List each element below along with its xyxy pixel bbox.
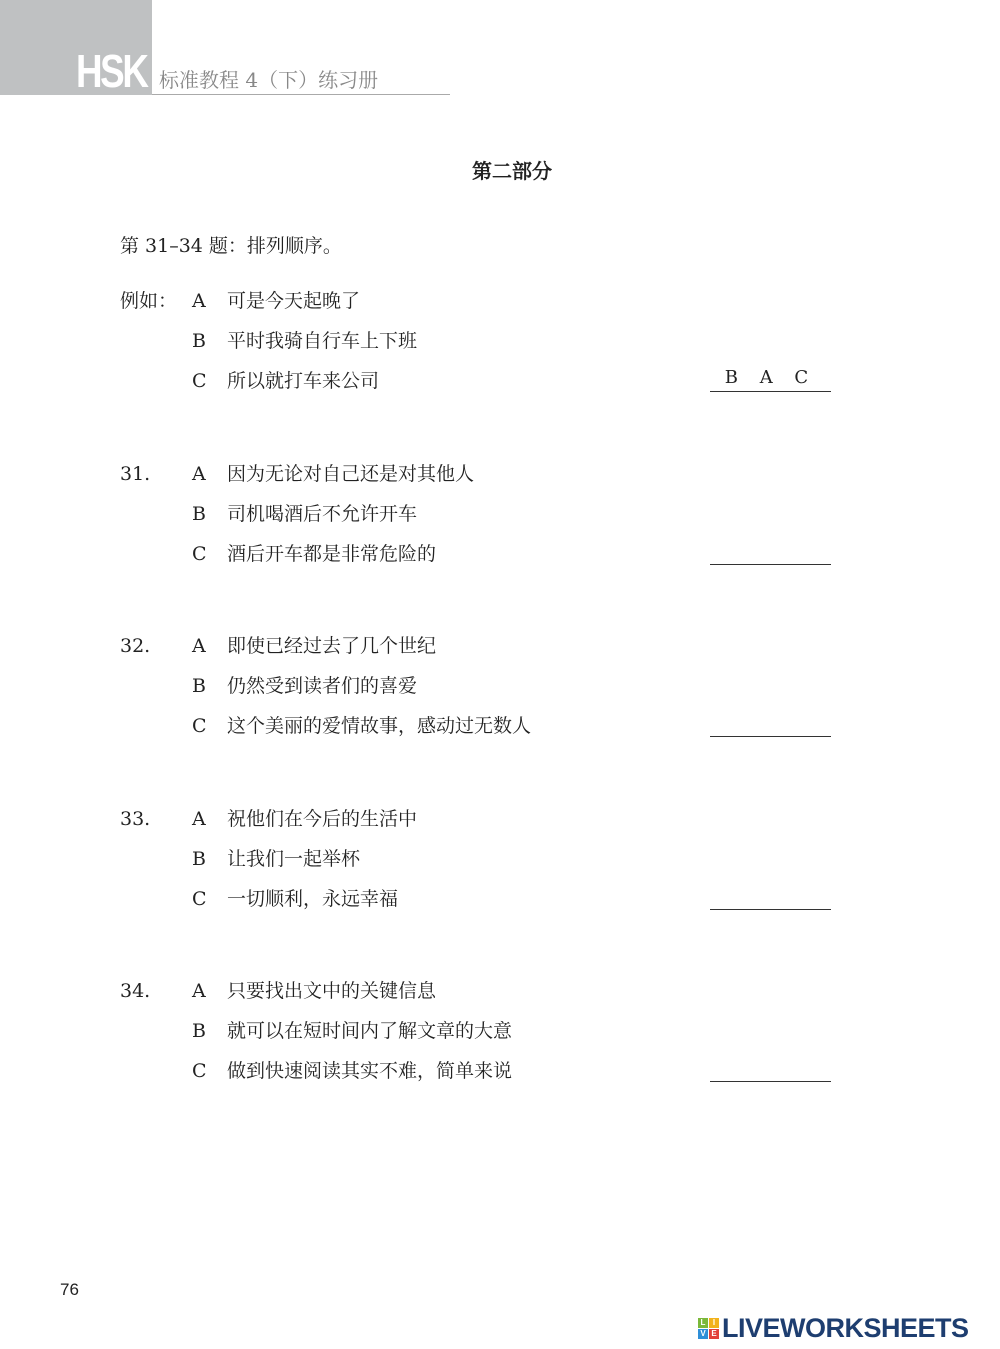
option-text: 只要找出文中的关键信息 bbox=[227, 979, 437, 1002]
option-letter: C bbox=[192, 543, 207, 565]
option-text: 就可以在短时间内了解文章的大意 bbox=[227, 1019, 513, 1042]
option-row bbox=[0, 329, 1000, 353]
answer-blank[interactable] bbox=[710, 540, 831, 565]
option-row bbox=[0, 1059, 1000, 1083]
option-row bbox=[0, 847, 1000, 871]
option-text: 一切顺利，永远幸福 bbox=[227, 887, 399, 910]
option-letter: A bbox=[192, 807, 206, 830]
option-letter: A bbox=[192, 635, 206, 658]
live-badge-icon bbox=[698, 1318, 719, 1339]
option-row bbox=[0, 369, 1000, 393]
badge-letter: L bbox=[698, 1318, 708, 1328]
option-row bbox=[0, 289, 1000, 313]
badge-letter: E bbox=[709, 1329, 719, 1339]
option-row bbox=[0, 807, 1000, 831]
option-text: 让我们一起举杯 bbox=[227, 847, 361, 870]
option-text: 仍然受到读者们的喜爱 bbox=[227, 675, 418, 698]
option-letter: C bbox=[192, 1059, 207, 1082]
question-number: 34. bbox=[120, 979, 151, 1002]
question-number: 31. bbox=[120, 463, 151, 485]
option-text: 即使已经过去了几个世纪 bbox=[227, 635, 437, 658]
option-text: 酒后开车都是非常危险的 bbox=[227, 543, 437, 565]
option-letter: A bbox=[192, 463, 206, 485]
question-number: 33. bbox=[120, 807, 151, 830]
option-row bbox=[0, 887, 1000, 911]
liveworksheets-logo bbox=[698, 1313, 969, 1344]
option-letter: C bbox=[192, 887, 207, 910]
option-text: 这个美丽的爱情故事，感动过无数人 bbox=[227, 715, 532, 738]
option-text: 可是今天起晚了 bbox=[227, 290, 361, 312]
option-letter: A bbox=[192, 290, 206, 312]
option-letter: C bbox=[192, 370, 207, 392]
option-text: 平时我骑自行车上下班 bbox=[227, 330, 418, 352]
answer-blank[interactable]: B A C bbox=[710, 367, 831, 392]
option-row bbox=[0, 542, 1000, 566]
badge-letter: I bbox=[709, 1318, 719, 1328]
page-number: 76 bbox=[60, 1280, 79, 1299]
question-number: 例如： bbox=[120, 290, 178, 312]
option-row bbox=[0, 674, 1000, 698]
option-row bbox=[0, 979, 1000, 1003]
option-row bbox=[0, 714, 1000, 738]
answer-blank[interactable] bbox=[710, 1057, 831, 1082]
option-letter: A bbox=[192, 979, 206, 1002]
instruction: 第 31–34 题：排列顺序。 bbox=[120, 235, 342, 257]
option-row bbox=[0, 462, 1000, 486]
section-title: 第二部分 bbox=[472, 159, 552, 183]
header-brand: HSK bbox=[76, 45, 147, 97]
logo-text: LIVEWORKSHEETS bbox=[722, 1313, 969, 1343]
option-text: 司机喝酒后不允许开车 bbox=[227, 503, 418, 525]
header-title: 标准教程 4（下）练习册 bbox=[159, 68, 379, 92]
option-letter: B bbox=[192, 1019, 206, 1042]
option-letter: B bbox=[192, 330, 206, 352]
question-number: 32. bbox=[120, 635, 151, 658]
option-row bbox=[0, 1019, 1000, 1043]
option-letter: B bbox=[192, 503, 206, 525]
option-letter: C bbox=[192, 715, 207, 738]
option-text: 所以就打车来公司 bbox=[227, 370, 380, 392]
option-letter: B bbox=[192, 847, 206, 870]
option-text: 因为无论对自己还是对其他人 bbox=[227, 463, 475, 485]
option-text: 祝他们在今后的生活中 bbox=[227, 807, 418, 830]
option-letter: B bbox=[192, 675, 206, 698]
option-row bbox=[0, 502, 1000, 526]
answer-blank[interactable] bbox=[710, 712, 831, 737]
option-text: 做到快速阅读其实不难，简单来说 bbox=[227, 1059, 513, 1082]
answer-blank[interactable] bbox=[710, 885, 831, 910]
badge-letter: V bbox=[698, 1329, 708, 1339]
option-row bbox=[0, 634, 1000, 658]
header-divider bbox=[152, 94, 450, 95]
